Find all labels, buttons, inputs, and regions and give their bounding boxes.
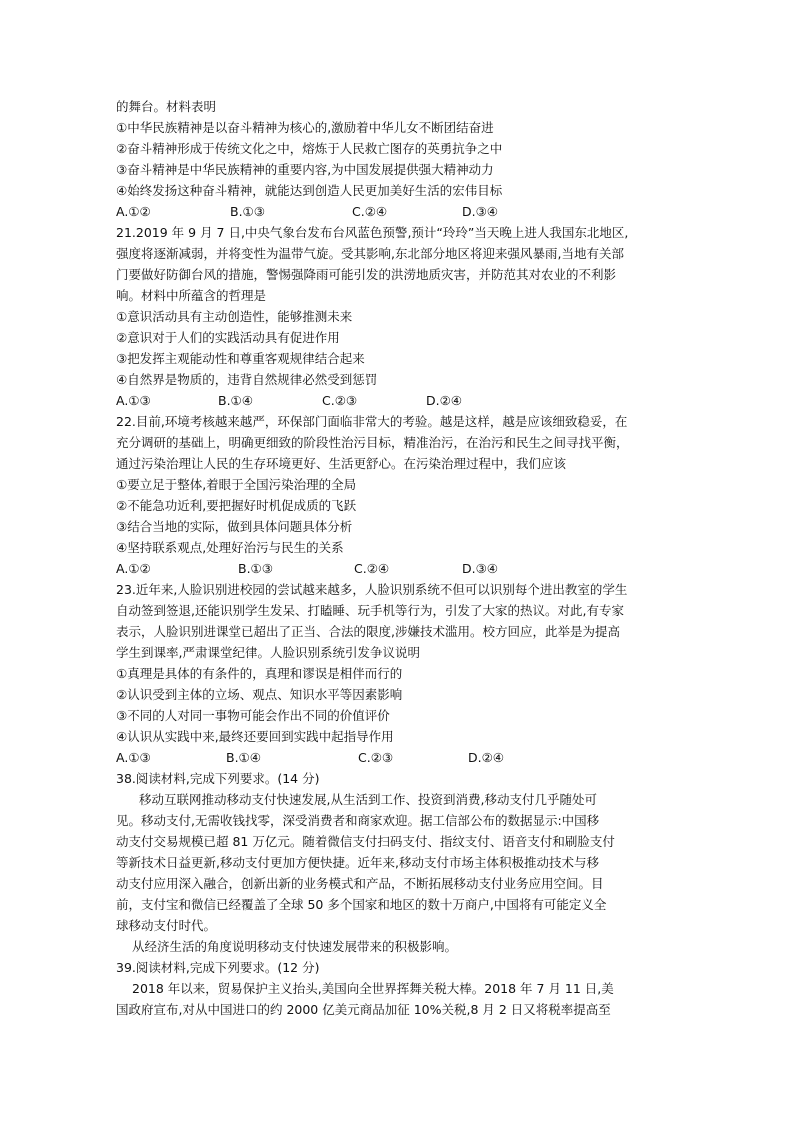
text-line: 国政府宣布,对从中国进口的约 2000 亿美元商品加征 10%关税,8 月 2 日又将税率提高至 — [116, 1002, 611, 1017]
statement-item: ④认识从实践中来,最终还要回到实践中起指导作用 — [116, 729, 394, 744]
text-line: 的舞台。材料表明 — [116, 99, 217, 114]
options-q22 — [116, 558, 676, 579]
option-b: B.①③ — [230, 204, 265, 219]
text-line: 等新技术日益更新,移动支付更加方便快捷。近年来,移动支付市场主体积极推动技术与移 — [116, 855, 599, 870]
statement-item: ①真理是具体的有条件的，真理和谬误是相伴而行的 — [116, 666, 403, 681]
text-line: 见。移动支付,无需收钱找零，深受消费者和商家欢迎。据工信部公布的数据显示:中国移 — [116, 813, 600, 828]
text-line: 动支付应用深入融合，创新出新的业务模式和产品，不断拓展移动支付业务应用空间。目 — [116, 876, 604, 891]
question-21: 21.2019 年 9 月 7 日,中央气象台发布台风蓝色预警,预计“玲玲”当天晚上进人我国东北地区, — [116, 225, 629, 240]
statement-item: ①要立足于整体,着眼于全国污染治理的全局 — [116, 477, 357, 492]
statement-item: ②意识对于人们的实践活动具有促进作用 — [116, 330, 340, 345]
statement-item: ④坚持联系观点,处理好治污与民生的关系 — [116, 540, 344, 555]
option-c: C.②③ — [322, 393, 358, 408]
text-line: ④始终发扬这种奋斗精神，就能达到创造人民更加美好生活的宏伟目标 — [116, 183, 503, 198]
statement-item: ①意识活动具有主动创造性，能够推测未来 — [116, 309, 353, 324]
options-q20 — [116, 201, 676, 222]
question-38-heading: 38.阅读材料,完成下列要求。(14 分) — [116, 771, 320, 786]
text-line: 门要做好防御台风的措施，警惕强降雨可能引发的洪涝地质灾害，并防范其对农业的不利影 — [116, 267, 617, 282]
option-a: A.①② — [116, 204, 151, 219]
question-39-heading: 39.阅读材料,完成下列要求。(12 分) — [116, 960, 320, 975]
text-line: 表示，人脸识别进课堂已超出了正当、合法的限度,涉嫌技术滥用。校方回应，此举是为提高 — [116, 624, 620, 639]
option-d: D.②④ — [426, 393, 463, 408]
options-q21 — [116, 390, 676, 411]
text-line: 强度将逐渐减弱，并将变性为温带气旋。受其影响,东北部分地区将迎来强风暴雨,当地有关部 — [116, 246, 624, 261]
text-line: ②奋斗精神形成于传统文化之中，熔炼于人民救亡图存的英勇抗争之中 — [116, 141, 503, 156]
option-d: D.②④ — [468, 750, 505, 765]
text-line: 前，支付宝和微信已经覆盖了全球 50 多个国家和地区的数十万商户,中国将有可能定义全 — [116, 897, 607, 912]
statement-item: ②不能急功近利,要把握好时机促成质的飞跃 — [116, 498, 357, 513]
option-c: C.②④ — [352, 204, 388, 219]
statement-item: ③结合当地的实际，做到具体问题具体分析 — [116, 519, 353, 534]
statement-item: ③把发挥主观能动性和尊重客观规律结合起来 — [116, 351, 365, 366]
text-line: ③奋斗精神是中华民族精神的重要内容,为中国发展提供强大精神动力 — [116, 162, 494, 177]
text-line: 通过污染治理让人民的生存环境更好、生活更舒心。在污染治理过程中，我们应该 — [116, 456, 567, 471]
statement-item: ④自然界是物质的，违背自然规律必然受到惩罚 — [116, 372, 378, 387]
text-line: ①中华民族精神是以奋斗精神为核心的,激励着中华儿女不断团结奋进 — [116, 120, 494, 135]
option-a: A.①③ — [116, 393, 151, 408]
option-b: B.①④ — [226, 750, 261, 765]
text-line: 球移动支付时代。 — [116, 918, 217, 933]
option-b: B.①③ — [238, 561, 273, 576]
option-c: C.②③ — [358, 750, 394, 765]
question-23: 23.近年来,人脸识别进校园的尝试越来越多，人脸识别系统不但可以识别每个进出教室的学生 — [116, 582, 628, 597]
text-line: 学生到课率,严肃课堂纪律。人脸识别系统引发争议说明 — [116, 645, 420, 660]
option-d: D.③④ — [462, 204, 499, 219]
text-line: 移动互联网推动移动支付快速发展,从生活到工作、投资到消费,移动支付几乎随处可 — [139, 792, 597, 807]
text-line: 动支付交易规模已超 81 万亿元。随着微信支付扫码支付、指纹支付、语音支付和刷脸支付 — [116, 834, 615, 849]
text-line: 响。材料中所蕴含的哲理是 — [116, 288, 267, 303]
option-a: A.①③ — [116, 750, 151, 765]
option-d: D.③④ — [462, 561, 499, 576]
options-q23 — [116, 747, 676, 768]
text-line: 自动签到签退,还能识别学生发呆、打瞌睡、玩手机等行为，引发了大家的热议。对此,有专家 — [116, 603, 624, 618]
statement-item: ③不同的人对同一事物可能会作出不同的价值评价 — [116, 708, 390, 723]
text-line: 充分调研的基础上，明确更细致的阶段性治污目标，精准治污，在治污和民生之间寻找平衡， — [116, 435, 629, 450]
option-c: C.②④ — [354, 561, 390, 576]
question-38-prompt: 从经济生活的角度说明移动支付快速发展带来的积极影响。 — [132, 939, 458, 954]
option-b: B.①④ — [218, 393, 253, 408]
statement-item: ②认识受到主体的立场、观点、知识水平等因素影响 — [116, 687, 403, 702]
text-line: 2018 年以来，贸易保护主义抬头,美国向全世界挥舞关税大棒。2018 年 7 月 11 日,美 — [132, 981, 614, 996]
option-a: A.①② — [116, 561, 151, 576]
question-22: 22.目前,环境考核越来越严，环保部门面临非常大的考验。越是这样，越是应该细致稳妥，在 — [116, 414, 628, 429]
